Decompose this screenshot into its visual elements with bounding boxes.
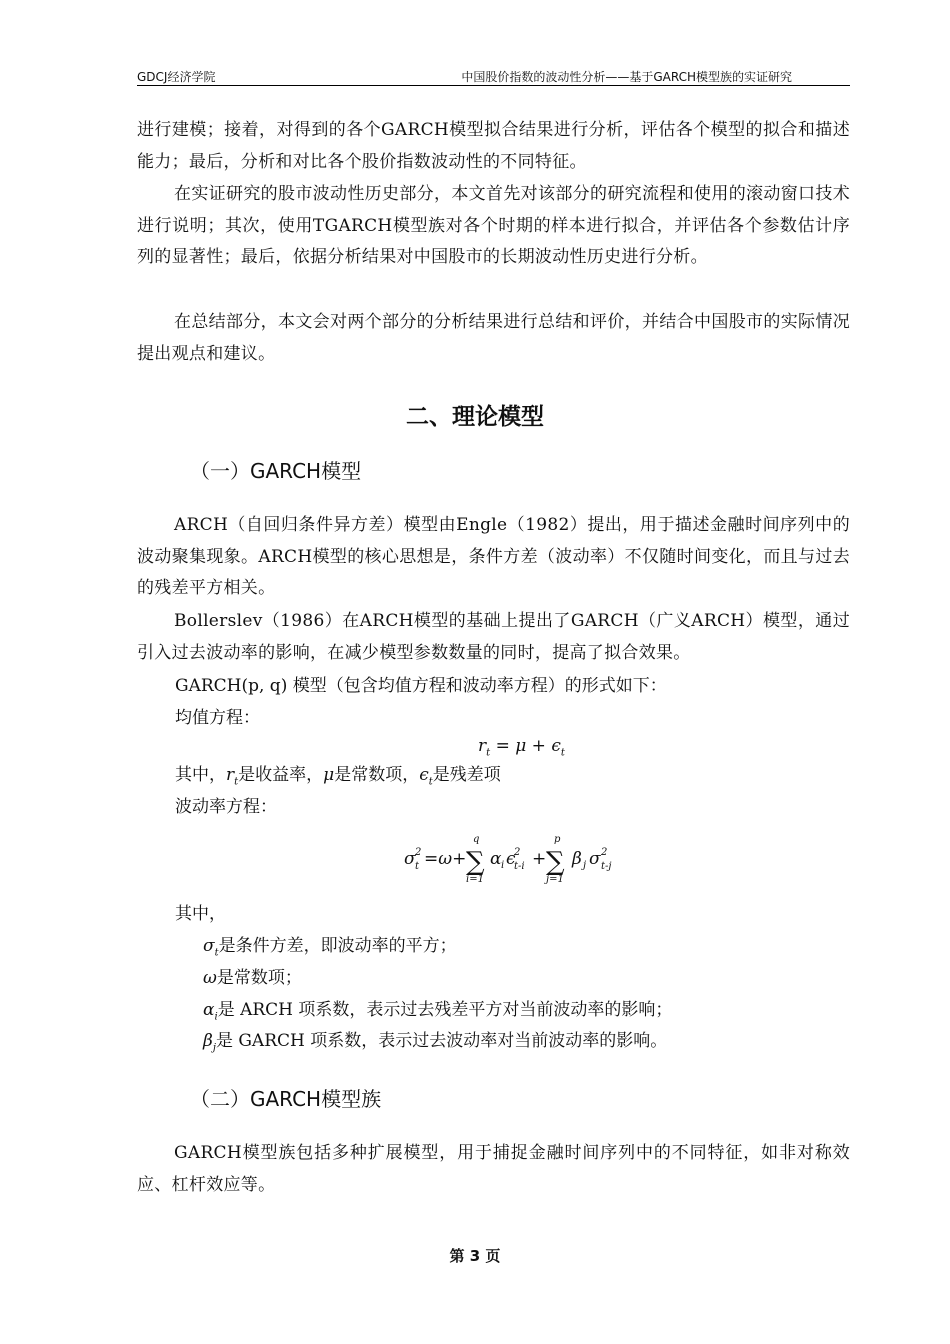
epsilon-desc: 是残差项 — [432, 765, 501, 785]
svg-text:2: 2 — [601, 847, 608, 858]
svg-text:β: β — [572, 849, 582, 869]
garch-form-line: GARCH(p, q) 模型（包含均值方程和波动率方程）的形式如下： — [175, 676, 667, 696]
svg-text:i: i — [501, 860, 505, 871]
svg-text:=ω+: =ω+ — [424, 849, 467, 869]
svg-text:j=1: j=1 — [546, 874, 564, 885]
beta-symbol: $\beta_j$ — [203, 1031, 216, 1054]
r-symbol: $r_t$ — [226, 765, 239, 788]
subsection-title-2: （二）GARCH模型族 — [190, 1087, 382, 1111]
sigma-symbol: $\sigma_t$ — [203, 936, 219, 959]
where-label: 其中， — [175, 904, 226, 924]
epsilon-symbol: $\epsilon_t$ — [419, 765, 433, 788]
svg-text:2: 2 — [415, 847, 422, 858]
r-desc: 是收益率， — [238, 765, 324, 785]
volatility-equation-label: 波动率方程： — [175, 797, 277, 817]
paragraph-garch: Bollerslev（1986）在ARCH模型的基础上提出了GARCH（广义ARCH）模型，通过引入过去波动率的影响，在减少模型参数数量的同时，提高了拟合效果。 — [137, 611, 850, 663]
omega-symbol: ω — [203, 968, 217, 988]
svg-text:t-j: t-j — [601, 861, 612, 872]
mean-equation: $r_t = \mu + \epsilon_t$ — [478, 736, 565, 759]
svg-text:i=1: i=1 — [466, 874, 484, 885]
svg-text:t-i: t-i — [514, 861, 525, 872]
svg-text:ϵ: ϵ — [506, 849, 516, 869]
section-title: 二、理论模型 — [406, 404, 544, 430]
header-right: 中国股价指数的波动性分析——基于GARCH模型族的实证研究 — [461, 70, 792, 84]
def-omega — [203, 966, 302, 990]
mean-equation-label: 均值方程： — [175, 708, 260, 728]
page-header — [137, 68, 850, 86]
svg-text:α: α — [490, 849, 502, 869]
mu-symbol: μ — [323, 765, 335, 785]
where-prefix: 其中， — [175, 765, 226, 785]
sigma-desc: 是条件方差，即波动率的平方； — [218, 936, 457, 956]
mu-desc: 是常数项， — [334, 765, 420, 785]
svg-text:2: 2 — [514, 847, 521, 858]
svg-text:p: p — [554, 834, 561, 845]
paragraph-arch: ARCH（自回归条件异方差）模型由Engle（1982）提出，用于描述金融时间序列中的波动聚集现象。ARCH模型的核心思想是，条件方差（波动率）不仅随时间变化，而且与过去的残差平方相关。 — [137, 515, 850, 598]
page-number: 第 3 页 — [449, 1247, 501, 1265]
def-alpha — [203, 998, 672, 1029]
mean-where-line — [175, 763, 501, 794]
svg-text:∑: ∑ — [546, 847, 565, 877]
alpha-symbol: $\alpha_i$ — [203, 1000, 218, 1023]
alpha-desc: 是 ARCH 项系数，表示过去残差平方对当前波动率的影响； — [217, 1000, 673, 1020]
paragraph-3: 在总结部分，本文会对两个部分的分析结果进行总结和评价，并结合中国股市的实际情况提出观点和建议。 — [137, 312, 850, 364]
subsection-title-1: （一）GARCH模型 — [190, 459, 362, 483]
def-sigma — [203, 934, 457, 965]
beta-desc: 是 GARCH 项系数，表示过去波动率对当前波动率的影响。 — [215, 1031, 668, 1051]
paragraph-2: 在实证研究的股市波动性历史部分，本文首先对该部分的研究流程和使用的滚动窗口技术进行说明；其次，使用TGARCH模型族对各个时期的样本进行拟合，并评估各个参数估计序列的显著性；最后，依据分析结果对中国股市的长期波动性历史进行分析。 — [137, 184, 850, 267]
svg-text:+: + — [532, 849, 547, 869]
svg-text:σ: σ — [404, 849, 416, 869]
svg-text:q: q — [473, 834, 480, 845]
paragraph-1: 进行建模；接着，对得到的各个GARCH模型拟合结果进行分析，评估各个模型的拟合和描述能力；最后，分析和对比各个股价指数波动性的不同特征。 — [137, 120, 850, 172]
omega-desc: 是常数项； — [216, 968, 302, 988]
paragraph-garch-family: GARCH模型族包括多种扩展模型，用于捕捉金融时间序列中的不同特征，如非对称效应、杠杆效应等。 — [137, 1143, 850, 1195]
svg-text:∑: ∑ — [466, 847, 485, 877]
volatility-equation — [400, 830, 640, 888]
svg-text:j: j — [583, 860, 587, 871]
header-left: GDCJ经济学院 — [137, 70, 216, 84]
svg-text:t: t — [415, 861, 420, 872]
def-beta — [203, 1029, 667, 1060]
svg-text:σ: σ — [589, 849, 601, 869]
